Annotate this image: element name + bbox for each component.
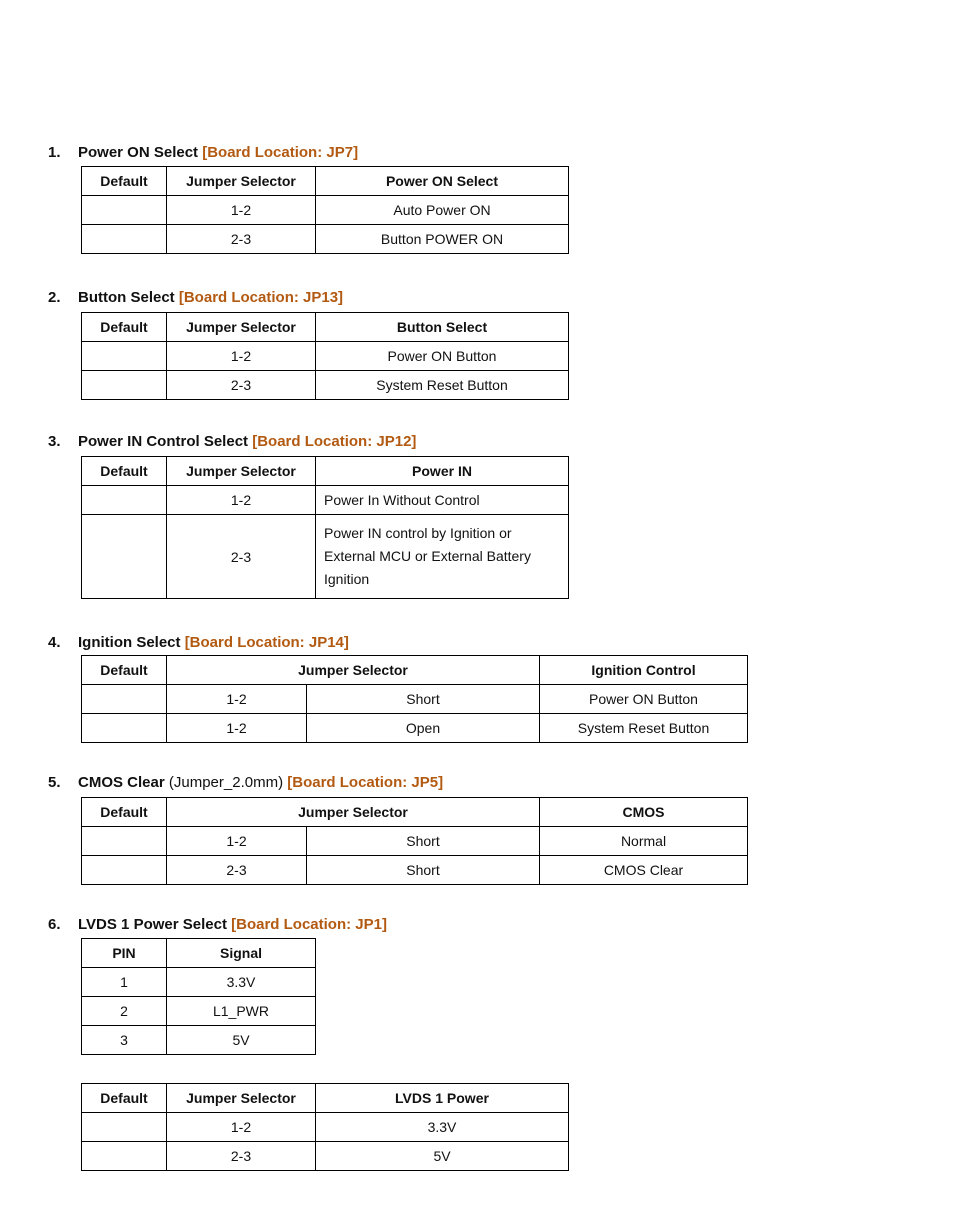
table-cell: Power ON Button [316, 342, 569, 371]
power-in-control-table [81, 456, 569, 599]
section-number: 5. [48, 774, 61, 791]
section-4-heading [48, 633, 349, 653]
column-header: Default [82, 313, 167, 342]
table-cell: 2-3 [167, 1142, 316, 1171]
table-row [82, 196, 569, 225]
table-row [82, 515, 569, 599]
table-cell [82, 225, 167, 254]
section-title: Ignition Select [78, 634, 181, 651]
table-cell: Power ON Button [540, 685, 748, 714]
table-cell [82, 1113, 167, 1142]
table-cell: 1-2 [167, 714, 307, 743]
table-cell [82, 1142, 167, 1171]
section-number: 3. [48, 433, 61, 450]
section-title: LVDS 1 Power Select [78, 916, 227, 933]
table-cell: Short [307, 827, 540, 856]
column-header: Jumper Selector [167, 798, 540, 827]
table-cell: 1-2 [167, 827, 307, 856]
table-cell [82, 196, 167, 225]
table-row [82, 856, 748, 885]
section-5-heading [48, 773, 443, 793]
column-header: Jumper Selector [167, 167, 316, 196]
table-cell [82, 856, 167, 885]
table-cell: 5V [167, 1026, 316, 1055]
table-cell: 2-3 [167, 856, 307, 885]
table-cell: Power IN control by Ignition or External MCU or External Battery Ignition [316, 515, 569, 599]
section-title: Power IN Control Select [78, 433, 249, 450]
table-cell: 3.3V [316, 1113, 569, 1142]
section-title: Power ON Select [78, 144, 199, 161]
table-cell: 1-2 [167, 196, 316, 225]
table-cell [82, 714, 167, 743]
table-cell [82, 371, 167, 400]
table-cell [82, 685, 167, 714]
table-cell: 3.3V [167, 968, 316, 997]
column-header: Ignition Control [540, 656, 748, 685]
table-cell [82, 486, 167, 515]
table-cell: Short [307, 856, 540, 885]
table-cell: 1-2 [167, 685, 307, 714]
lvds-power-table [81, 1083, 569, 1171]
column-header: Button Select [316, 313, 569, 342]
table-cell: Power In Without Control [316, 486, 569, 515]
section-number: 2. [48, 289, 61, 306]
table-row [82, 342, 569, 371]
table-cell: 1-2 [167, 486, 316, 515]
table-cell: 2-3 [167, 371, 316, 400]
column-header: Jumper Selector [167, 457, 316, 486]
table-row [82, 827, 748, 856]
column-header: Jumper Selector [167, 313, 316, 342]
table-row [82, 1142, 569, 1171]
board-location: [Board Location: JP1] [231, 916, 387, 933]
table-cell: System Reset Button [540, 714, 748, 743]
table-cell: 2 [82, 997, 167, 1026]
column-header: Default [82, 167, 167, 196]
table-header-row [82, 313, 569, 342]
table-header-row [82, 457, 569, 486]
table-cell: 5V [316, 1142, 569, 1171]
section-2-heading [48, 288, 343, 308]
table-cell: System Reset Button [316, 371, 569, 400]
table-cell: Auto Power ON [316, 196, 569, 225]
column-header: CMOS [540, 798, 748, 827]
table-row [82, 714, 748, 743]
column-header: Jumper Selector [167, 656, 540, 685]
column-header: Signal [167, 939, 316, 968]
table-cell: 1 [82, 968, 167, 997]
section-1-heading [48, 143, 358, 163]
table-cell: Short [307, 685, 540, 714]
table-cell: Normal [540, 827, 748, 856]
table-cell: CMOS Clear [540, 856, 748, 885]
table-row [82, 968, 316, 997]
table-cell: 1-2 [167, 342, 316, 371]
column-header: LVDS 1 Power [316, 1084, 569, 1113]
table-header-row [82, 1084, 569, 1113]
board-location: [Board Location: JP13] [178, 289, 344, 306]
table-row [82, 1026, 316, 1055]
table-header-row [82, 939, 316, 968]
table-row [82, 486, 569, 515]
table-row [82, 685, 748, 714]
table-cell: 2-3 [167, 515, 316, 599]
section-6-heading [48, 915, 387, 935]
table-row [82, 371, 569, 400]
section-number: 1. [48, 144, 61, 161]
table-cell [82, 827, 167, 856]
column-header: Default [82, 798, 167, 827]
column-header: Jumper Selector [167, 1084, 316, 1113]
lvds-pin-table [81, 938, 316, 1055]
board-location: [Board Location: JP7] [202, 144, 359, 161]
board-location: [Board Location: JP14] [184, 634, 349, 651]
section-number: 4. [48, 634, 61, 651]
column-header: Default [82, 1084, 167, 1113]
table-header-row [82, 167, 569, 196]
ignition-select-table [81, 655, 748, 743]
table-cell [82, 342, 167, 371]
section-title: Button Select [78, 289, 175, 306]
section-title: CMOS Clear [78, 774, 165, 791]
power-on-select-table [81, 166, 569, 254]
table-cell: Open [307, 714, 540, 743]
column-header: Power ON Select [316, 167, 569, 196]
column-header: Default [82, 656, 167, 685]
board-location: [Board Location: JP12] [252, 433, 417, 450]
table-row [82, 225, 569, 254]
cmos-clear-table [81, 797, 748, 885]
section-note: (Jumper_2.0mm) [168, 774, 284, 791]
table-cell: 2-3 [167, 225, 316, 254]
button-select-table [81, 312, 569, 400]
table-header-row [82, 798, 748, 827]
table-cell [82, 515, 167, 599]
table-cell: L1_PWR [167, 997, 316, 1026]
section-number: 6. [48, 916, 61, 933]
table-row [82, 997, 316, 1026]
table-cell: 3 [82, 1026, 167, 1055]
column-header: Power IN [316, 457, 569, 486]
table-cell: 1-2 [167, 1113, 316, 1142]
column-header: Default [82, 457, 167, 486]
board-location: [Board Location: JP5] [287, 774, 444, 791]
column-header: PIN [82, 939, 167, 968]
table-cell: Button POWER ON [316, 225, 569, 254]
section-3-heading [48, 432, 416, 452]
table-header-row [82, 656, 748, 685]
table-row [82, 1113, 569, 1142]
